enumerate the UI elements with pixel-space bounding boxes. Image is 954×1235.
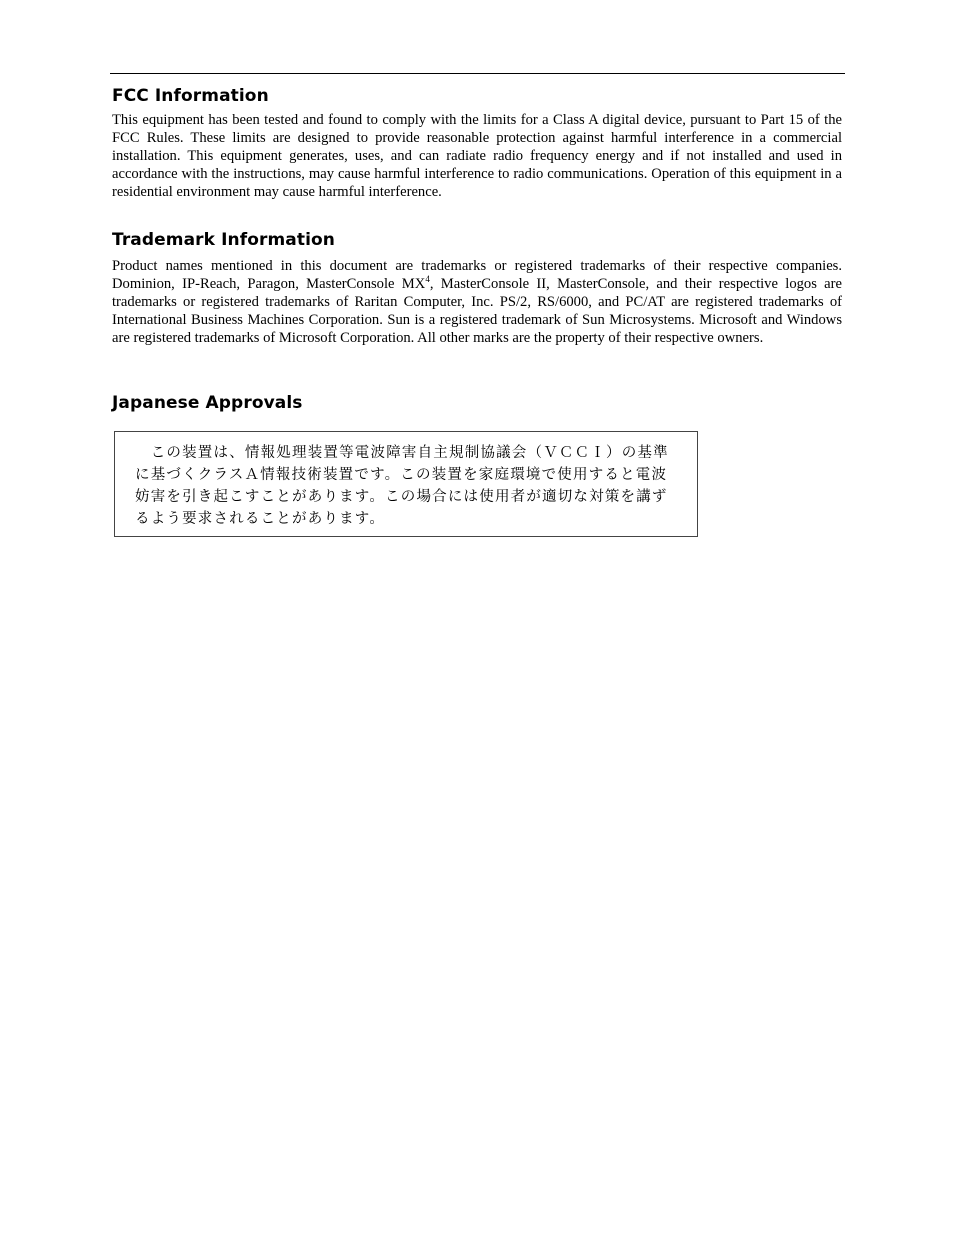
vcci-line-3: 妨害を引き起こすことがあります。この場合には使用者が適切な対策を講ず bbox=[135, 489, 668, 505]
fcc-heading: FCC Information bbox=[112, 86, 269, 106]
vcci-line-1: この装置は、情報処理装置等電波障害自主規制協議会（ＶＣＣＩ）の基準 bbox=[135, 445, 669, 461]
fcc-body: This equipment has been tested and found to comply with the limits for a Class A digital device, pursuant to Part 15 of the FCC Rules. These limits are designed to provide reasonable protection against harmful interference in a commercial installation. This equipment generates, uses, and can radiate radio frequency energy and if not installed and used in accordance with the instructions, may cause harmful interference to radio communications. Operation of this equipment in a residential environment may cause harmful interference. bbox=[112, 112, 842, 200]
japanese-heading: Japanese Approvals bbox=[112, 393, 303, 413]
trademark-body bbox=[112, 257, 842, 347]
vcci-notice-text bbox=[135, 442, 683, 530]
header-rule bbox=[110, 73, 845, 74]
trademark-body-part1: Product names mentioned in this document are trademarks or registered trademarks of their respective companies. Dominion, IP-Reach, Paragon, MasterConsole MX bbox=[112, 258, 842, 292]
trademark-section bbox=[112, 230, 842, 347]
trademark-superscript: 4 bbox=[425, 274, 430, 285]
fcc-section bbox=[112, 86, 842, 201]
vcci-line-2: に基づくクラスＡ情報技術装置です。この装置を家庭環境で使用すると電波 bbox=[135, 467, 668, 483]
vcci-notice-box bbox=[114, 431, 698, 537]
trademark-body-part2: , MasterConsole II, MasterConsole, and their respective logos are trademarks or registered trademarks of Raritan Computer, Inc. PS/2, RS/6000, and PC/AT are registered trademarks of International Business Machines Corporation. Sun is a registered trademark of Sun Microsystems. Microsoft and Windows are registered trademarks of Microsoft Corporation. All other marks are the property of their respective owners. bbox=[112, 276, 842, 346]
vcci-line-4: るよう要求されることがあります。 bbox=[135, 511, 386, 527]
trademark-heading: Trademark Information bbox=[112, 230, 335, 250]
japanese-section bbox=[112, 393, 842, 413]
